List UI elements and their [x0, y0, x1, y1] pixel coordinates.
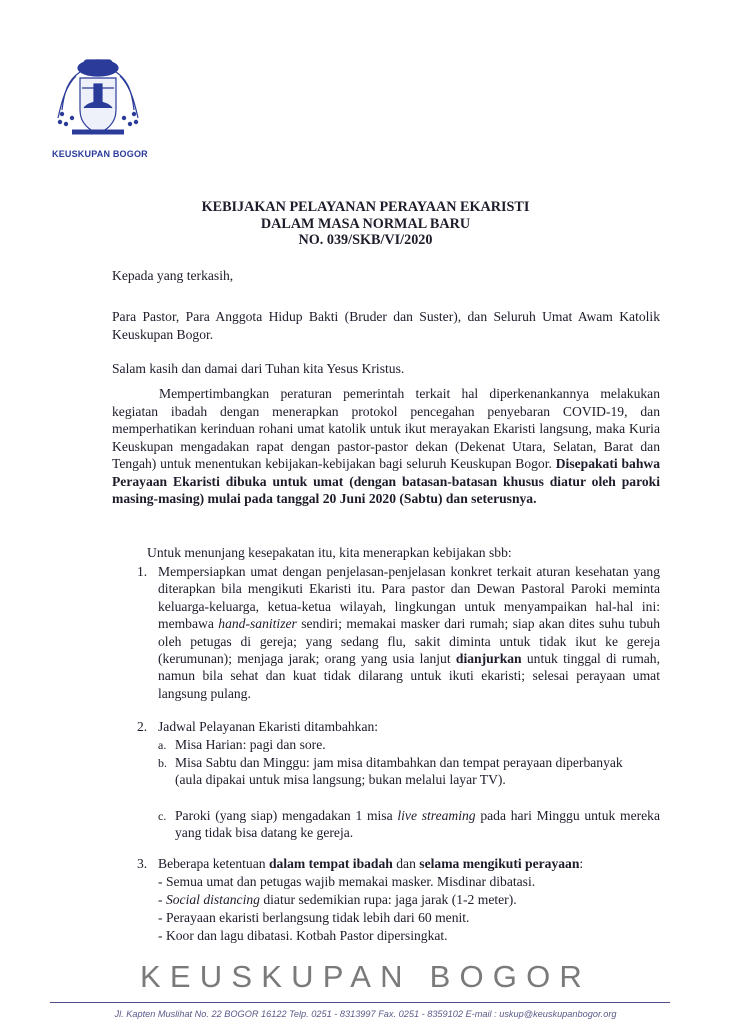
item-3-text-c: :	[579, 856, 584, 871]
item-1-text-b: sendiri; memakai masker dari rumah; siap akan dites suhu tubuh oleh petugas di gereja; yang sedang flu, sakit diminta untuk tidak ikut ke gereja (kerumunan); menjaga jarak; orang yang usia lanjut	[158, 616, 661, 667]
list-item-2	[0, 718, 731, 841]
bullet-2-text: diatur sedemikian rupa: jaga jarak (1-2 meter).	[263, 892, 517, 907]
item-2c-text-a: Paroki (yang siap) mengadakan 1 misa	[175, 808, 393, 823]
item-2c-text-b: pada hari Minggu untuk mereka yang tidak bisa datang ke gereja.	[175, 808, 661, 841]
intro-text: Mempertimbangkan peraturan pemerintah terkait hal diperkenankannya melakukan kegiatan ibadah dengan menerapkan protokol pencegahan penyebaran COVID-19, dan memperhatikan kerinduan rohani umat katolik untuk ikut merayakan Ekaristi langsung, maka Kuria Keuskupan mengadakan rapat dengan pastor-pastor dekan (Dekenat Utara, Selatan, Barat dan Tengah) untuk menentukan kebijakan-kebijakan bagi seluruh Keuskupan Bogor.	[112, 386, 660, 471]
footer-brand: KEUSKUPAN BOGOR	[140, 959, 591, 994]
item-3-text-b: dan	[396, 856, 416, 871]
footer-address: Jl. Kapten Muslihat No. 22 BOGOR 16122 Telp. 0251 - 8313997 Fax. 0251 - 8359102 E-mail : uskup@keuskupanbogor.org	[114, 1009, 617, 1019]
title-line-1: KEBIJAKAN PELAYANAN PERAYAAN EKARISTI	[201, 199, 530, 215]
list-intro: Untuk menunjang kesepakatan itu, kita menerapkan kebijakan sbb:	[147, 545, 512, 560]
intro-bold-text: Disepakati bahwa Perayaan Ekaristi dibuka untuk umat (dengan batasan-batasan khusus diatur oleh paroki masing-masing) mulai pada tanggal 20 Juni 2020 (Sabtu) dan seterusnya.	[112, 456, 661, 506]
bullet-4	[158, 927, 448, 944]
bullet-1-dash: -	[158, 874, 163, 889]
item-3-text	[158, 855, 660, 872]
item-1-text	[158, 563, 660, 702]
title-line-3: NO. 039/SKB/VI/2020	[298, 232, 433, 248]
item-2c-italic: live streaming	[397, 808, 476, 823]
item-2-text: Jadwal Pelayanan Ekaristi ditambahkan:	[158, 719, 379, 734]
item-1-italic: hand-sanitizer	[218, 616, 297, 632]
bullet-2-dash: -	[158, 892, 163, 907]
item-1-text-a: Mempersiapkan umat dengan penjelasan-penjelasan konkret terkait aturan kesehatan yang diterapkan bila mengikuti Ekaristi itu. Para pastor dan Dewan Pastoral Paroki meminta keluarga-keluarga, ketua-ketua wilayah, lingkungan untuk menyampaikan hal-hal ini: membawa	[158, 564, 660, 632]
item-1-number: 1.	[137, 564, 148, 579]
bullet-1	[158, 873, 535, 890]
bullet-4-dash: -	[158, 928, 163, 943]
item-3-bold-b: selama mengikuti perayaan	[419, 856, 580, 871]
intro-paragraph	[112, 385, 660, 508]
item-2a-letter: a.	[158, 738, 167, 752]
item-1-bold: dianjurkan	[455, 651, 522, 667]
item-2-number: 2.	[137, 719, 148, 734]
item-2b-extra: (aula dipakai untuk misa langsung; bukan melalui layar TV).	[175, 772, 506, 788]
item-3-number: 3.	[137, 856, 148, 871]
bullet-2-italic: Social distancing	[165, 892, 260, 907]
item-3-text-a: Beberapa ketentuan	[158, 856, 266, 871]
item-2c-letter: c.	[158, 809, 167, 823]
item-2a-text: Misa Harian: pagi dan sore.	[175, 737, 326, 752]
document-title	[0, 199, 731, 249]
item-2b-letter: b.	[158, 756, 167, 770]
bullet-2	[158, 891, 517, 908]
recipients: Para Pastor, Para Anggota Hidup Bakti (Bruder dan Suster), dan Seluruh Umat Awam Katolik Keuskupan Bogor.	[112, 309, 660, 342]
item-1-text-c: untuk tinggal di rumah, namun bila sehat dan kuat tidak dilarang untuk ikuti ekaristi; selesai perayaan umat langsung pulang.	[158, 651, 661, 701]
salutation: Salam kasih dan damai dari Tuhan kita Yesus Kristus.	[112, 361, 405, 376]
title-line-2: DALAM MASA NORMAL BARU	[260, 215, 471, 232]
item-2c-text	[175, 807, 660, 842]
bullet-3-dash: -	[158, 910, 163, 925]
diocese-coat-of-arms-logo	[50, 52, 146, 148]
bullet-1-text: Semua umat dan petugas wajib memakai masker. Misdinar dibatasi.	[165, 874, 536, 889]
greeting: Kepada yang terkasih,	[112, 268, 234, 283]
list-item-1	[0, 563, 731, 713]
bullet-4-text: Koor dan lagu dibatasi. Kotbah Pastor dipersingkat.	[165, 928, 448, 943]
item-3-bold-a: dalam tempat ibadah	[268, 856, 393, 871]
bullet-3	[158, 909, 469, 926]
letterhead-org-name: KEUSKUPAN BOGOR	[52, 149, 148, 159]
item-2b-text	[175, 754, 660, 789]
bullet-3-text: Perayaan ekaristi berlangsung tidak lebih dari 60 menit.	[165, 910, 470, 925]
item-2b-main: Misa Sabtu dan Minggu: jam misa ditambahkan dan tempat perayaan diperbanyak	[175, 755, 623, 770]
list-item-3	[0, 855, 731, 945]
footer-divider	[50, 1002, 670, 1003]
